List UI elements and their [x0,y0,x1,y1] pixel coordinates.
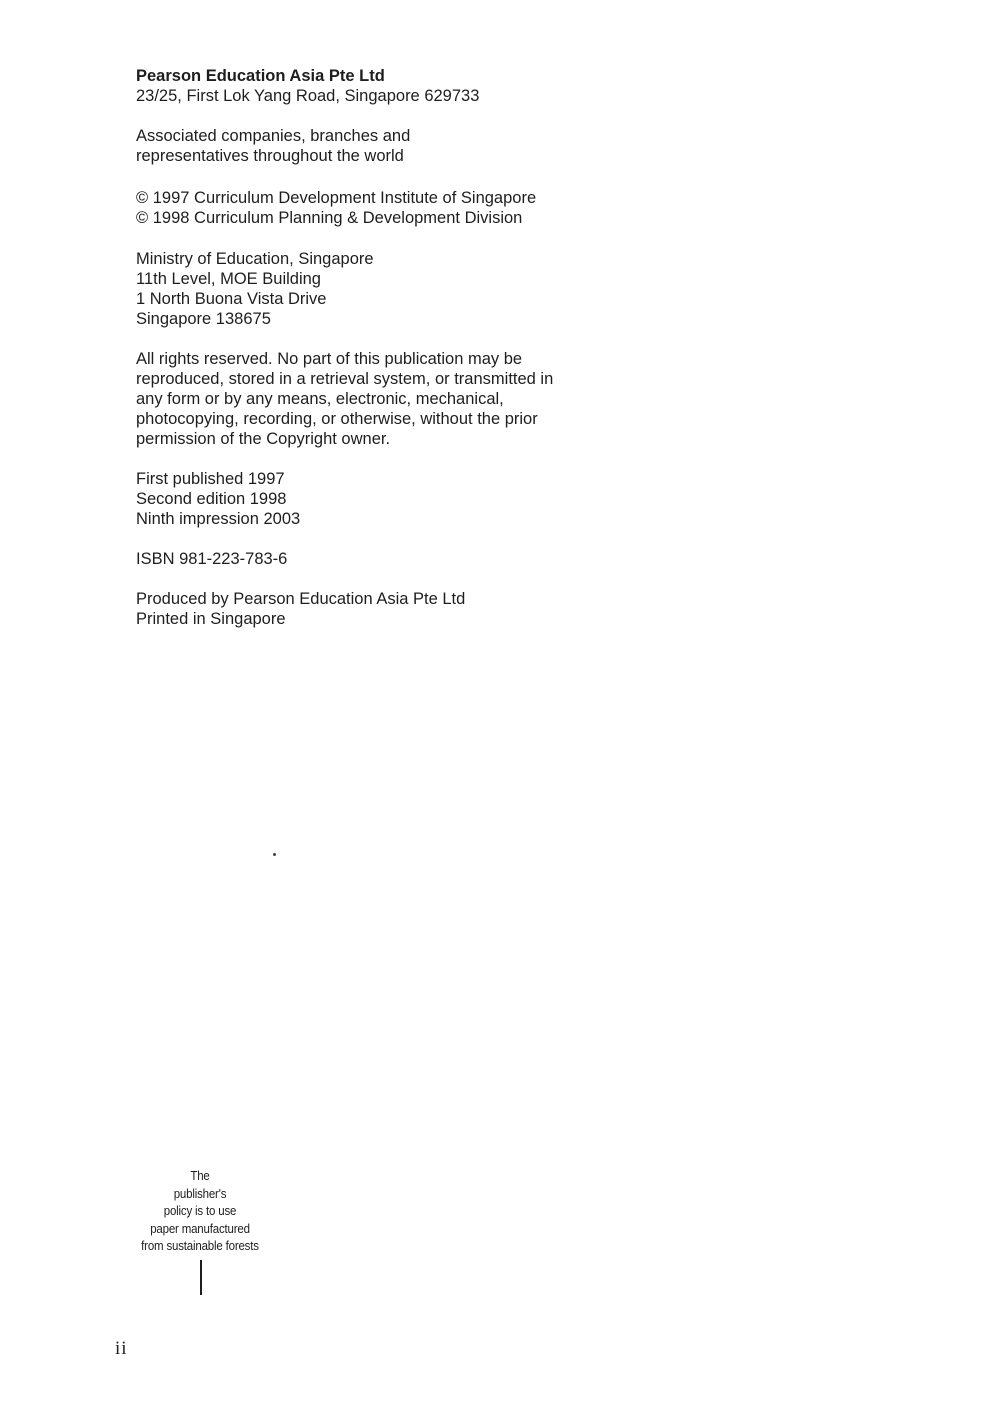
copyright-block [136,188,536,228]
publisher-name: Pearson Education Asia Pte Ltd [136,67,385,85]
ministry-line: 11th Level, MOE Building [136,270,321,288]
scan-speck [273,853,276,856]
rights-line: photocopying, recording, or otherwise, without the prior [136,410,538,428]
production-line: Printed in Singapore [136,610,286,628]
associated-block [136,126,410,166]
ministry-line: 1 North Buona Vista Drive [136,290,327,308]
copyright-line: © 1998 Curriculum Planning & Development Division [136,209,523,227]
editions-block [136,469,300,529]
copyright-line: © 1997 Curriculum Development Institute of Singapore [136,189,537,207]
policy-line: publisher's [173,1186,227,1201]
isbn: ISBN 981-223-783-6 [136,550,288,568]
ministry-line: Ministry of Education, Singapore [136,250,374,268]
edition-line: First published 1997 [136,470,285,488]
policy-line: policy is to use [163,1204,237,1218]
ministry-line: Singapore 138675 [136,310,271,328]
ministry-block [136,249,374,329]
isbn-block [136,549,287,569]
publisher-address: 23/25, First Lok Yang Road, Singapore 629733 [136,87,480,105]
paper-policy-note [126,1168,273,1256]
publisher-block [136,66,479,106]
rights-block [136,349,553,449]
rights-line: permission of the Copyright owner. [136,430,391,448]
policy-rule [200,1260,202,1295]
policy-line: from sustainable forests [141,1239,259,1253]
policy-line: paper manufactured [150,1221,250,1236]
rights-line: reproduced, stored in a retrieval system, or transmitted in [136,370,554,388]
edition-line: Second edition 1998 [136,490,287,508]
rights-line: any form or by any means, electronic, mechanical, [136,390,504,408]
policy-line: The [190,1169,210,1183]
production-line: Produced by Pearson Education Asia Pte Ltd [136,590,466,608]
associated-line: representatives throughout the world [136,147,404,165]
production-block [136,589,465,629]
page-number: ii [115,1338,128,1359]
edition-line: Ninth impression 2003 [136,510,301,528]
associated-line: Associated companies, branches and [136,127,411,145]
rights-line: All rights reserved. No part of this publication may be [136,350,523,368]
